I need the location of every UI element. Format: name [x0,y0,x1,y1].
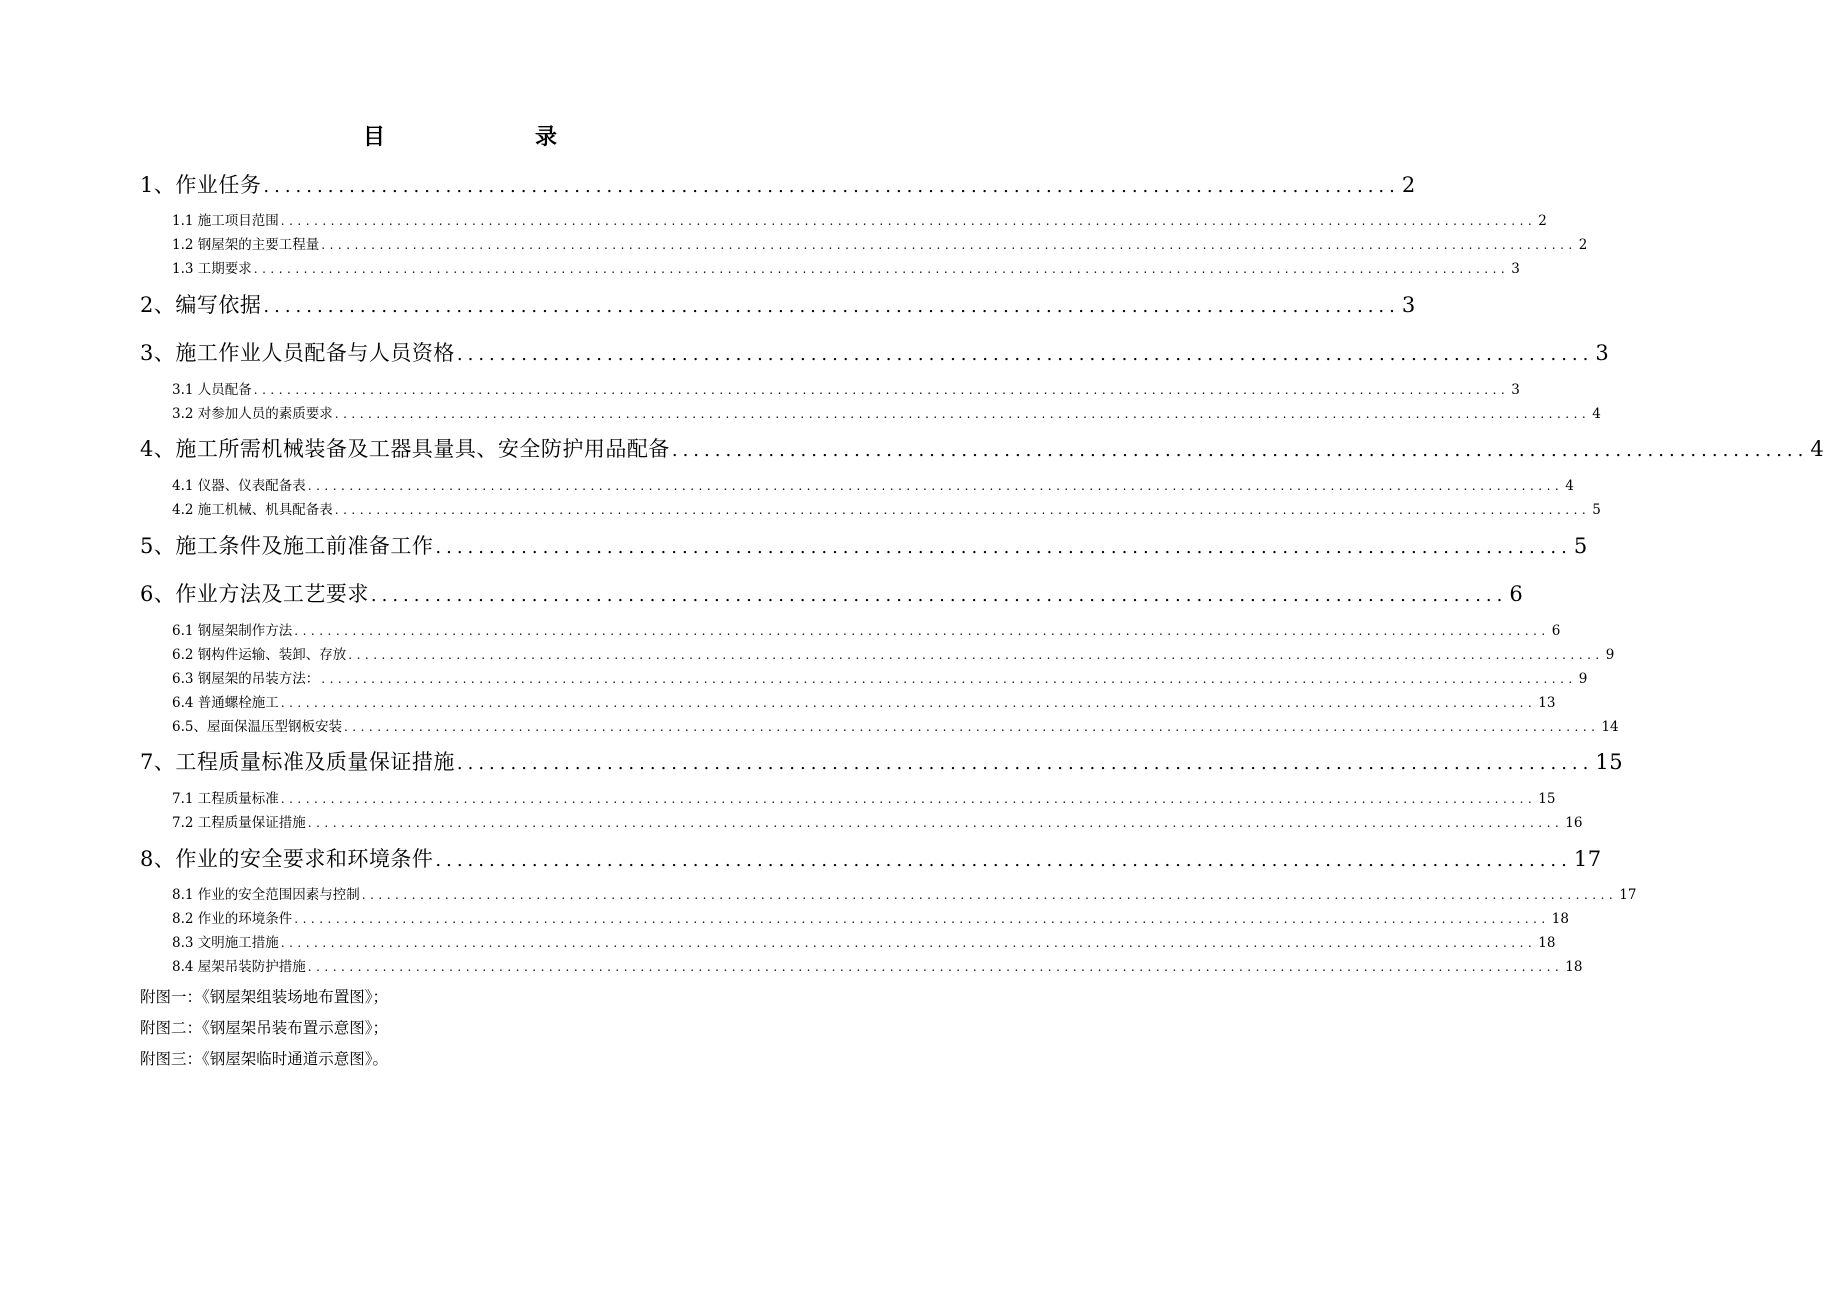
toc-entry-label: 2、编写依据 [140,293,262,317]
toc-entry-6[interactable] [140,579,1524,609]
toc-entry-4-1[interactable] [172,476,1574,496]
toc-entry-label: 1.1 施工项目范围 [172,213,279,229]
toc-page-number: 2 [1538,213,1547,229]
toc-leader-dots: .......................................................................................................... [671,440,1809,461]
toc-entry-label: 6.2 钢构件运输、装卸、存放 [172,647,347,663]
toc-leader-dots: ....................................................................................................................................................... [321,672,1577,686]
toc-entry-label: 6、作业方法及工艺要求 [140,582,369,606]
toc-leader-dots: .......................................................................................................... [435,537,1572,558]
toc-page-number: 3 [1401,293,1416,317]
toc-page-number: 5 [1573,534,1588,558]
toc-leader-dots: ....................................................................................................................................................... [361,888,1618,902]
toc-page-number: 5 [1592,502,1601,518]
toc-page-number: 6 [1509,582,1524,606]
toc-entry-label: 6.3 钢屋架的吊装方法： [172,671,320,687]
toc-entry-label: 8.2 作业的环境条件 [172,911,293,927]
toc-entry-8-4[interactable] [172,957,1583,977]
toc-entry-7-2[interactable] [172,813,1583,833]
toc-title: 目 录 [362,124,621,150]
toc-entry-8-1[interactable] [172,885,1637,905]
toc-entry-5[interactable] [140,531,1588,561]
toc-page-number: 18 [1565,959,1583,975]
toc-page-number: 17 [1573,847,1602,871]
toc-entry-label: 3.1 人员配备 [172,382,252,398]
toc-page-number: 4 [1810,437,1824,461]
toc-leader-dots: ....................................................................................................................................................... [280,696,1537,710]
toc-leader-dots: ....................................................................................................................................................... [348,648,1604,662]
toc-entry-label: 6.1 钢屋架制作方法 [172,623,293,639]
toc-leader-dots: ....................................................................................................................................................... [307,479,1564,493]
toc-entry-label: 4.2 施工机械、机具配备表 [172,502,333,518]
toc-page-number: 9 [1605,647,1615,663]
toc-entry-label: 1.2 钢屋架的主要工程量 [172,237,320,253]
toc-leader-dots: .......................................................................................................... [263,176,1400,197]
toc-leader-dots: ....................................................................................................................................................... [334,407,1591,421]
toc-page-number: 4 [1592,406,1601,422]
toc-entry-4-2[interactable] [172,500,1601,520]
toc-entry-label: 4、施工所需机械装备及工器具量具、安全防护用品配备 [140,437,670,461]
toc-entry-label: 8、作业的安全要求和环境条件 [140,847,434,871]
toc-entry-label: 3、施工作业人员配备与人员资格 [140,341,455,365]
toc-entry-8[interactable] [140,844,1602,874]
toc-leader-dots: ....................................................................................................................................................... [307,960,1564,974]
toc-page-number: 15 [1595,750,1624,774]
toc-page-number: 15 [1538,791,1556,807]
toc-page-number: 13 [1538,695,1556,711]
toc-entry-label: 4.1 仪器、仪表配备表 [172,478,306,494]
toc-page-number: 9 [1578,671,1588,687]
toc-entry-7[interactable] [140,747,1624,777]
toc-leader-dots: ....................................................................................................................................................... [321,238,1577,252]
toc-entry-label: 6.4 普通螺栓施工 [172,695,279,711]
toc-entry-1-1[interactable] [172,211,1547,231]
toc-entry-6-5[interactable] [172,717,1619,737]
appendix-item-2: 附图二：《钢屋架吊装布置示意图》； [140,1019,389,1037]
toc-page-number: 2 [1401,173,1416,197]
toc-page-number: 3 [1511,382,1520,398]
toc-entry-3-1[interactable] [172,380,1520,400]
toc-entry-label: 7.2 工程质量保证措施 [172,815,306,831]
toc-page-number: 4 [1565,478,1574,494]
toc-entry-6-1[interactable] [172,621,1561,641]
toc-entry-label: 7、工程质量标准及质量保证措施 [140,750,455,774]
toc-page-number: 3 [1511,261,1520,277]
appendix-item-3: 附图三：《钢屋架临时通道示意图》。 [140,1050,389,1068]
toc-entry-label: 7.1 工程质量标准 [172,791,279,807]
toc-leader-dots: ....................................................................................................................................................... [280,214,1537,228]
toc-leader-dots: .......................................................................................................... [370,585,1508,606]
toc-leader-dots: ....................................................................................................................................................... [307,816,1564,830]
toc-entry-2[interactable] [140,290,1416,320]
toc-page-number: 18 [1551,911,1569,927]
toc-leader-dots: ....................................................................................................................................................... [294,912,1550,926]
toc-leader-dots: ....................................................................................................................................................... [280,792,1537,806]
toc-page-number: 16 [1565,815,1583,831]
toc-entry-label: 5、施工条件及施工前准备工作 [140,534,434,558]
toc-entry-6-2[interactable] [172,645,1615,665]
toc-entry-1-2[interactable] [172,235,1588,255]
toc-entry-4[interactable] [140,434,1824,464]
toc-leader-dots: ....................................................................................................................................................... [253,383,1510,397]
toc-page-number: 6 [1551,623,1561,639]
toc-page-number: 3 [1595,341,1610,365]
toc-entry-6-4[interactable] [172,693,1556,713]
toc-leader-dots: ....................................................................................................................................................... [253,262,1510,276]
toc-page-number: 17 [1619,887,1637,903]
toc-page-number: 2 [1578,237,1588,253]
toc-leader-dots: .......................................................................................................... [435,850,1572,871]
toc-page-number: 18 [1538,935,1556,951]
toc-entry-8-2[interactable] [172,909,1569,929]
toc-entry-3[interactable] [140,338,1610,368]
toc-leader-dots: .......................................................................................................... [263,296,1400,317]
toc-leader-dots: .......................................................................................................... [456,344,1594,365]
toc-entry-label: 3.2 对参加人员的素质要求 [172,406,333,422]
toc-leader-dots: .......................................................................................................... [456,753,1594,774]
toc-leader-dots: ....................................................................................................................................................... [343,720,1600,734]
toc-entry-7-1[interactable] [172,789,1556,809]
toc-leader-dots: ....................................................................................................................................................... [280,936,1537,950]
toc-entry-label: 8.1 作业的安全范围因素与控制 [172,887,360,903]
toc-entry-label: 8.4 屋架吊装防护措施 [172,959,306,975]
toc-leader-dots: ....................................................................................................................................................... [334,503,1591,517]
toc-entry-1-3[interactable] [172,259,1520,279]
toc-entry-8-3[interactable] [172,933,1556,953]
toc-entry-6-3[interactable] [172,669,1588,689]
toc-page-number: 14 [1601,719,1619,735]
toc-entry-label: 1.3 工期要求 [172,261,252,277]
toc-entry-label: 6.5、屋面保温压型钢板安装 [172,719,342,735]
toc-entry-label: 1、作业任务 [140,173,262,197]
toc-leader-dots: ....................................................................................................................................................... [294,624,1550,638]
toc-entry-label: 8.3 文明施工措施 [172,935,279,951]
appendix-item-1: 附图一：《钢屋架组装场地布置图》； [140,988,389,1006]
toc-entry-3-2[interactable] [172,404,1601,424]
toc-entry-1[interactable] [140,170,1416,200]
